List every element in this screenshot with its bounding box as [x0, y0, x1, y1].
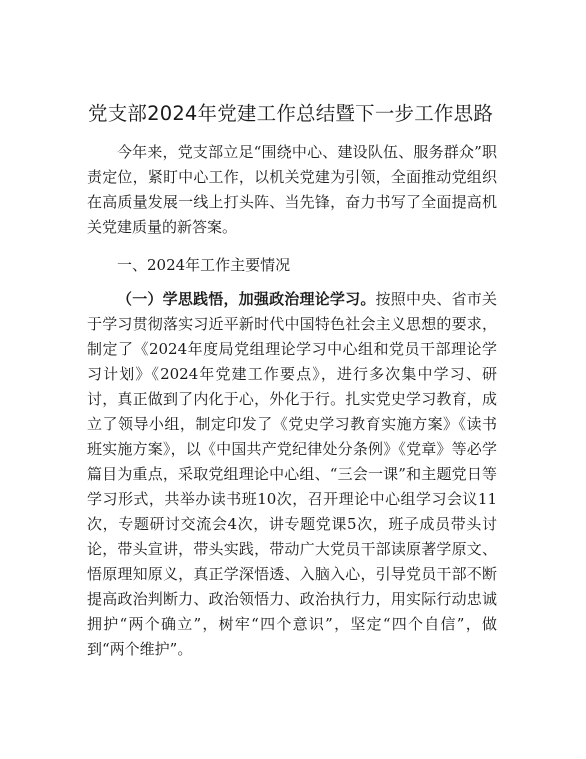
- intro-paragraph: 今年来，党支部立足“围绕中心、建设队伍、服务群众”职责定位，紧盯中心工作，以机关党建为引领，全面推动党组织在高质量发展一线上打头阵、当先锋，奋力书写了全面提高机关党建质量的新答案。: [87, 143, 497, 236]
- paragraph-1-lead: （一）学思践悟，加强政治理论学习。: [117, 290, 376, 308]
- section-heading: 一、2024年工作主要情况: [117, 256, 291, 274]
- paragraph-1-text: 按照中央、省市关于学习贯彻落实习近平新时代中国特色社会主义思想的要求，制定了《2024年度局党组理论学习中心组和党员干部理论学习计划》《2024年党建工作要点》，进行多次集中学习、研讨，真正做到了内化于心，外化于行。扎实党史学习教育，成立了领导小组，制定印发了《党史学习教育实施方案》《读书班实施方案》，以《中国共产党纪律处分条例》《党章》等必学篇目为重点，采取党组理论中心组、“三会一课”和主题党日等学习形式，共举办读书班10次，召开理论中心组学习会议11次，专题研讨交流会4次，讲专题党课5次，班子成员带头讨论，带头宣讲，带头实践，带动广大党员干部读原著学原文、悟原理知原义，真正学深悟透、入脑入心，引导党员干部不断提高政治判断力、政治领悟力、政治执行力，用实际行动忠诚拥护“两个确立”，树牢“四个意识”，坚定“四个自信”，做到“两个维护”。: [87, 290, 497, 658]
- paragraph-1: [87, 287, 497, 662]
- document-title: 党支部2024年党建工作总结暨下一步工作思路: [88, 102, 494, 125]
